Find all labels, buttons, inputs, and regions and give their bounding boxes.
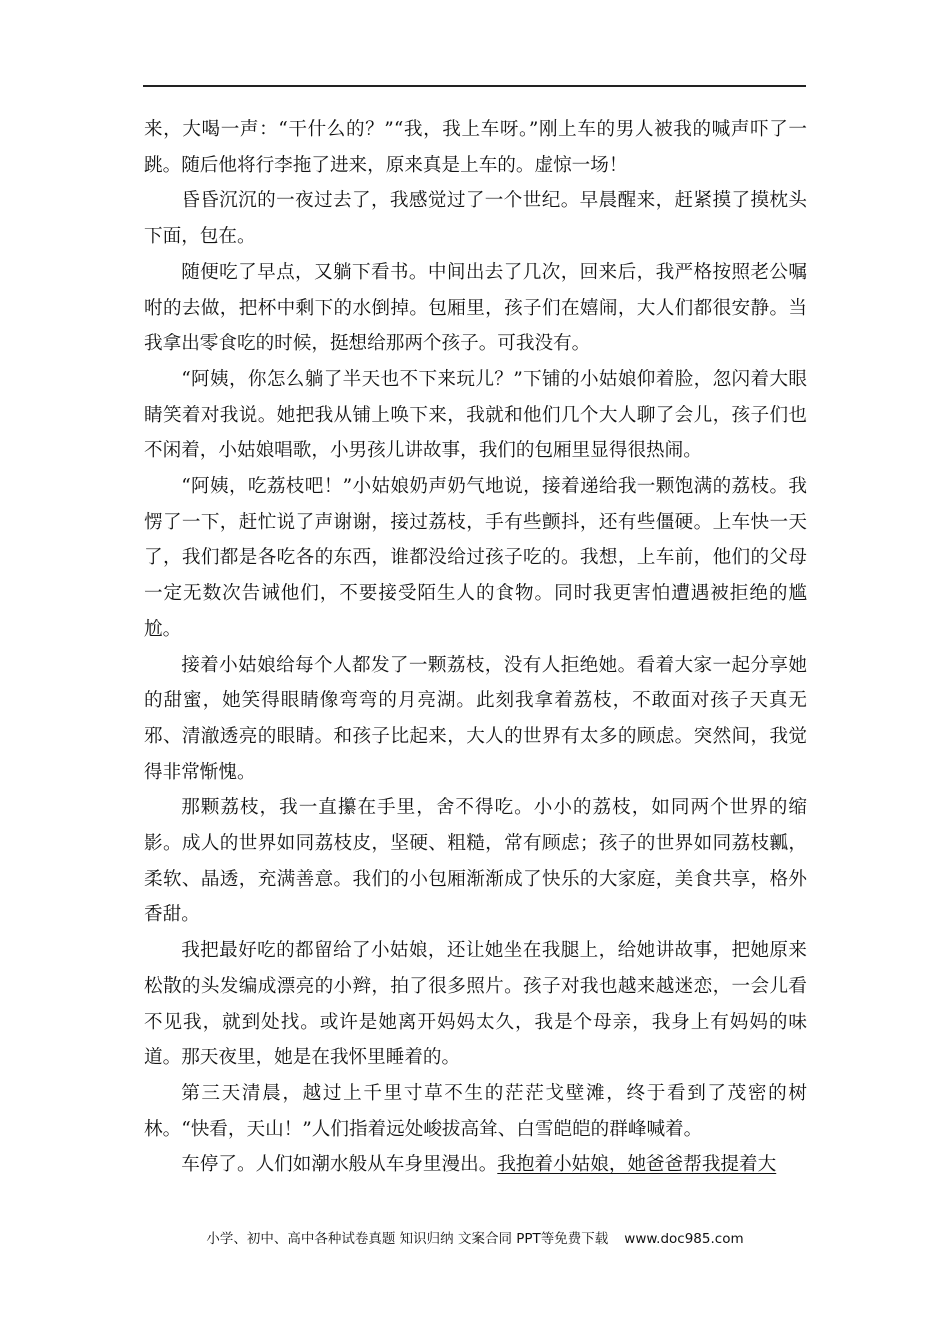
footer-text: 小学、初中、高中各种试卷真题 知识归纳 文案合同 PPT等免费下载 (206, 1231, 609, 1247)
paragraph-1: 来，大喝一声：“干什么的？”“我，我上车呀。”刚上车的男人被我的喊声吓了一跳。随后他将行李拖了进来，原来真是上车的。虚惊一场！ (144, 119, 807, 176)
paragraph-3: 随便吃了早点，又躺下看书。中间出去了几次，回来后，我严格按照老公嘱咐的去做，把杯中剩下的水倒掉。包厢里，孩子们在嬉闹，大人们都很安静。当我拿出零食吃的时候，挺想给那两个孩子。可我没有。 (144, 261, 807, 355)
page-footer (0, 1227, 950, 1247)
header-rule (143, 85, 806, 87)
paragraph-7: 那颗荔枝，我一直攥在手里，舍不得吃。小小的荔枝，如同两个世界的缩影。成人的世界如同荔枝皮，坚硬、粗糙，常有顾虑；孩子的世界如同荔枝瓤，柔软、晶透，充满善意。我们的小包厢渐渐成了快乐的大家庭，美食共享，格外香甜。 (144, 797, 807, 926)
paragraph-10 (144, 1147, 807, 1183)
article-body (144, 112, 807, 1183)
paragraph-4: “阿姨，你怎么躺了半天也不下来玩儿？”下铺的小姑娘仰着脸，忽闪着大眼睛笑着对我说。她把我从铺上唤下来，我就和他们几个大人聊了会儿，孩子们也不闲着，小姑娘唱歌，小男孩儿讲故事，我们的包厢里显得很热闹。 (144, 368, 807, 462)
paragraph-9: 第三天清晨，越过上千里寸草不生的茫茫戈壁滩，终于看到了茂密的树林。“快看，天山！”人们指着远处峻拔高耸、白雪皑皑的群峰喊着。 (144, 1082, 807, 1140)
paragraph-6: 接着小姑娘给每个人都发了一颗荔枝，没有人拒绝她。看着大家一起分享她的甜蜜，她笑得眼睛像弯弯的月亮湖。此刻我拿着荔枝，不敢面对孩子天真无邪、清澈透亮的眼睛。和孩子比起来，大人的世界有太多的顾虑。突然间，我觉得非常惭愧。 (144, 654, 807, 783)
paragraph-2: 昏昏沉沉的一夜过去了，我感觉过了一个世纪。早晨醒来，赶紧摸了摸枕头下面，包在。 (144, 190, 807, 248)
paragraph-10-underlined: 我抱着小姑娘，她爸爸帮我提着大 (497, 1154, 777, 1176)
footer-site-link[interactable]: www.doc985.com (624, 1231, 744, 1247)
paragraph-8: 我把最好吃的都留给了小姑娘，还让她坐在我腿上，给她讲故事，把她原来松散的头发编成漂亮的小辫，拍了很多照片。孩子对我也越来越迷恋，一会儿看不见我，就到处找。或许是她离开妈妈太久，我是个母亲，我身上有妈妈的味道。那天夜里，她是在我怀里睡着的。 (144, 940, 807, 1069)
paragraph-10-plain: 车停了。人们如潮水般从车身里漫出。 (181, 1154, 498, 1176)
paragraph-5: “阿姨，吃荔枝吧！”小姑娘奶声奶气地说，接着递给我一颗饱满的荔枝。我愣了一下，赶忙说了声谢谢，接过荔枝，手有些颤抖，还有些僵硬。上车快一天了，我们都是各吃各的东西，谁都没给过孩子吃的。我想，上车前，他们的父母一定无数次告诫他们，不要接受陌生人的食物。同时我更害怕遭遇被拒绝的尴尬。 (144, 476, 807, 640)
